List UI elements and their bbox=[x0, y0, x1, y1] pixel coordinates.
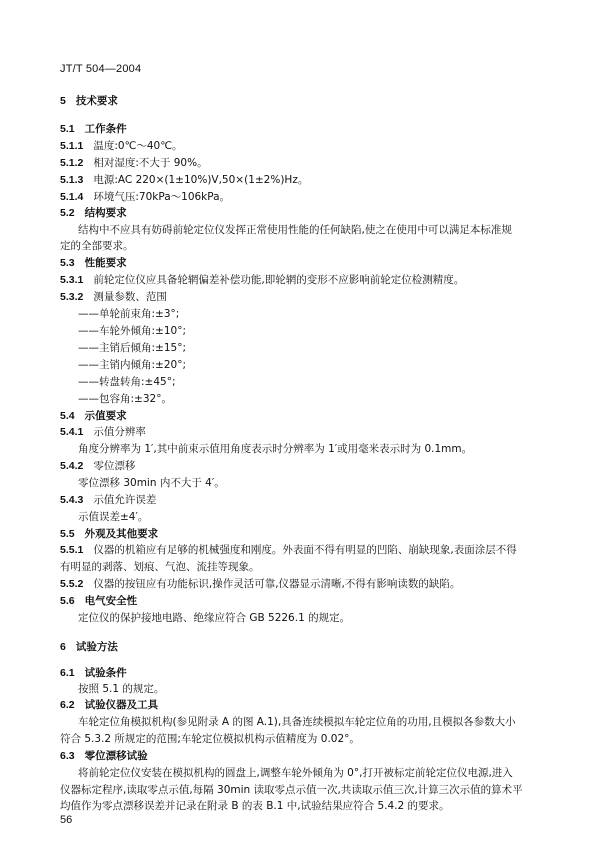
clause-text: 示值分辨率 bbox=[93, 426, 146, 438]
clause-text: 温度:0℃～40℃。 bbox=[93, 140, 183, 152]
clause-text: ——主销后倾角:±15°; bbox=[78, 342, 186, 354]
running-header: JT/T 504—2004 bbox=[60, 63, 142, 75]
clause-number: 5.4.3 bbox=[60, 494, 84, 506]
clause-line bbox=[60, 255, 127, 270]
text-line bbox=[78, 391, 172, 406]
clause-line bbox=[60, 697, 158, 712]
clause-text: 示值允许误差 bbox=[93, 494, 157, 506]
clause-text: 零位漂移 30min 内不大于 4′。 bbox=[78, 477, 225, 489]
clause-text: 性能要求 bbox=[84, 257, 127, 269]
clause-text: 仪器标定程序,读取零点示值,每隔 30min 读取零点示值一次,共读取示值三次,计算三次示值的算术平 bbox=[60, 784, 523, 796]
clause-text: 技术要求 bbox=[75, 95, 118, 107]
text-line bbox=[60, 798, 450, 813]
text-line bbox=[60, 238, 134, 253]
clause-text: 仪器的按钮应有功能标识,操作灵活可靠,仪器显示清晰,不得有影响读数的缺陷。 bbox=[93, 578, 461, 590]
clause-line bbox=[60, 492, 156, 507]
text-line bbox=[78, 509, 148, 524]
clause-text: 仪器的机箱应有足够的机械强度和刚度。外表面不得有明显的凹陷、崩缺现象,表面涂层不得 bbox=[93, 544, 517, 556]
clause-text: ——车轮外倾角:±10°; bbox=[78, 325, 186, 337]
clause-number: 6.3 bbox=[60, 750, 75, 762]
clause-text: 外观及其他要求 bbox=[84, 528, 159, 540]
text-line bbox=[78, 222, 512, 237]
clause-text: 相对湿度:不大于 90%。 bbox=[93, 157, 208, 169]
clause-text: 示值要求 bbox=[84, 410, 127, 422]
text-line bbox=[60, 731, 360, 746]
clause-text: 均值作为零点漂移误差并记录在附录 B 的表 B.1 中,试验结果应符合 5.4.2 的要求。 bbox=[60, 800, 450, 812]
clause-number: 5.3.2 bbox=[60, 291, 84, 303]
clause-number: 5.1 bbox=[60, 123, 75, 135]
clause-text: 按照 5.1 的规定。 bbox=[78, 683, 165, 695]
text-line bbox=[78, 340, 186, 355]
clause-text: 电源:AC 220×(1±10%)V,50×(1±2%)Hz。 bbox=[93, 174, 309, 186]
text-line bbox=[78, 681, 164, 696]
clause-line bbox=[60, 542, 517, 557]
clause-line bbox=[60, 665, 127, 680]
text-line bbox=[78, 323, 186, 338]
clause-line bbox=[60, 576, 460, 591]
text-line bbox=[78, 714, 516, 729]
clause-line bbox=[60, 289, 167, 304]
clause-text: 有明显的剥落、划痕、气泡、流挂等现象。 bbox=[60, 561, 260, 573]
text-line bbox=[78, 475, 225, 490]
text-line bbox=[78, 357, 186, 372]
clause-number: 5.4 bbox=[60, 410, 75, 422]
clause-line bbox=[60, 424, 146, 439]
clause-text: 试验方法 bbox=[75, 641, 118, 653]
clause-line bbox=[60, 189, 230, 204]
text-line bbox=[60, 559, 260, 574]
clause-number: 5.1.4 bbox=[60, 191, 84, 203]
clause-text: 结构要求 bbox=[84, 207, 127, 219]
clause-text: 定位仪的保护接地电路、绝缘应符合 GB 5226.1 的规定。 bbox=[78, 612, 351, 624]
clause-text: 定的全部要求。 bbox=[60, 240, 134, 252]
clause-text: 结构中不应具有妨碍前轮定位仪发挥正常使用性能的任何缺陷,使之在使用中可以满足本标准规 bbox=[78, 224, 512, 236]
clause-line bbox=[60, 458, 135, 473]
clause-text: ——转盘转角:±45°; bbox=[78, 376, 176, 388]
clause-text: 试验条件 bbox=[84, 667, 127, 679]
clause-line bbox=[60, 138, 183, 153]
clause-text: 工作条件 bbox=[84, 123, 127, 135]
clause-number: 5 bbox=[60, 95, 66, 107]
clause-number: 5.3 bbox=[60, 257, 75, 269]
clause-line bbox=[60, 155, 208, 170]
clause-text: 符合 5.3.2 所规定的范围;车轮定位模拟机构示值精度为 0.02°。 bbox=[60, 733, 360, 745]
clause-text: 零位漂移试验 bbox=[84, 750, 148, 762]
clause-text: 测量参数、范围 bbox=[93, 291, 167, 303]
clause-number: 5.4.2 bbox=[60, 460, 84, 472]
clause-line bbox=[60, 205, 127, 220]
clause-number: 5.4.1 bbox=[60, 426, 84, 438]
clause-text: ——主销内倾角:±20°; bbox=[78, 359, 186, 371]
clause-text: 环境气压:70kPa～106kPa。 bbox=[93, 191, 231, 203]
clause-text: 车轮定位角模拟机构(参见附录 A 的图 A.1),具备连续模拟车轮定位角的功用,且模拟各参数大小 bbox=[78, 716, 516, 728]
clause-text: ——单轮前束角:±3°; bbox=[78, 308, 180, 320]
clause-number: 6 bbox=[60, 641, 66, 653]
clause-line bbox=[60, 272, 464, 287]
clause-text: 试验仪器及工具 bbox=[84, 699, 159, 711]
clause-number: 5.5.1 bbox=[60, 544, 84, 556]
page-number: 56 bbox=[60, 814, 73, 826]
text-line bbox=[78, 306, 179, 321]
text-line bbox=[78, 765, 513, 780]
clause-line bbox=[60, 639, 118, 654]
clause-text: ——包容角:±32°。 bbox=[78, 393, 172, 405]
clause-text: 电气安全性 bbox=[84, 595, 138, 607]
clause-number: 5.6 bbox=[60, 595, 75, 607]
clause-text: 将前轮定位仪安装在模拟机构的圆盘上,调整车轮外倾角为 0°,打开被标定前轮定位仪电源,进入 bbox=[78, 767, 513, 779]
clause-line bbox=[60, 93, 118, 108]
clause-number: 5.1.1 bbox=[60, 140, 84, 152]
clause-line bbox=[60, 172, 308, 187]
text-line bbox=[60, 782, 523, 797]
text-line bbox=[78, 374, 175, 389]
clause-text: 零位漂移 bbox=[93, 460, 136, 472]
clause-number: 6.1 bbox=[60, 667, 75, 679]
clause-number: 5.1.3 bbox=[60, 174, 84, 186]
clause-number: 5.5 bbox=[60, 528, 75, 540]
clause-line bbox=[60, 121, 127, 136]
clause-text: 示值误差±4′。 bbox=[78, 511, 149, 523]
clause-number: 6.2 bbox=[60, 699, 75, 711]
clause-text: 前轮定位仪应具备轮辋偏差补偿功能,即轮辋的变形不应影响前轮定位检测精度。 bbox=[93, 274, 465, 286]
text-line bbox=[78, 441, 472, 456]
clause-number: 5.5.2 bbox=[60, 578, 84, 590]
clause-text: 角度分辨率为 1′,其中前束示值用角度表示时分辨率为 1′或用毫米表示时为 0.1mm。 bbox=[78, 443, 473, 455]
clause-line bbox=[60, 526, 158, 541]
clause-number: 5.2 bbox=[60, 207, 75, 219]
clause-number: 5.3.1 bbox=[60, 274, 84, 286]
clause-line bbox=[60, 593, 137, 608]
clause-line bbox=[60, 748, 148, 763]
text-line bbox=[78, 610, 350, 625]
clause-line bbox=[60, 408, 127, 423]
clause-number: 5.1.2 bbox=[60, 157, 84, 169]
